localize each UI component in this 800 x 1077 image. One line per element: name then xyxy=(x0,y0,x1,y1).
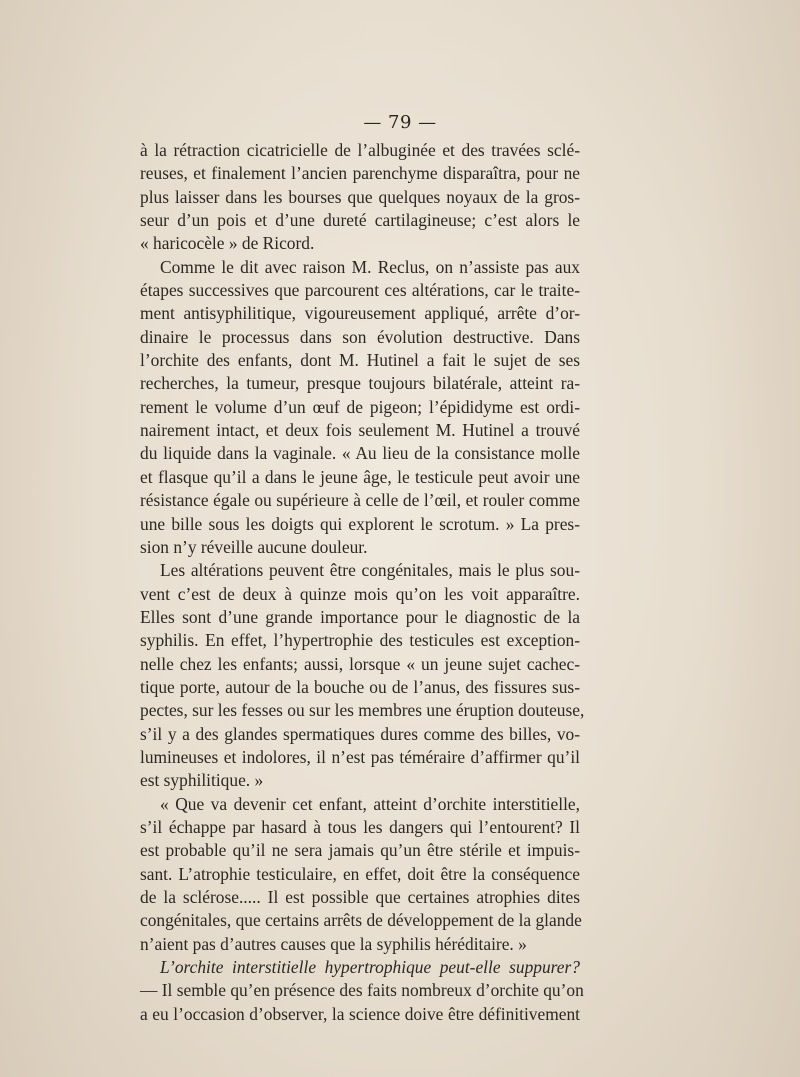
text-line: recherches, la tumeur, presque toujours bilatérale, atteint ra- xyxy=(140,373,580,394)
text-line: s’il y a des glandes spermatiques dures comme des billes, vo- xyxy=(140,723,580,744)
text-line: Comme le dit avec raison M. Reclus, on n’assiste pas aux xyxy=(160,256,580,277)
text-line: l’orchite des enfants, dont M. Hutinel a fait le sujet de ses xyxy=(140,350,580,371)
text-line: plus laisser dans les bourses que quelques noyaux de la gros- xyxy=(140,186,580,207)
text-line: vent c’est de deux à quinze mois qu’on les voit apparaître. xyxy=(140,583,580,604)
text-line: « haricocèle » de Ricord. xyxy=(140,233,315,254)
text-line: n’aient pas d’autres causes que la syphilis héréditaire. » xyxy=(140,933,527,954)
text-line: — Il semble qu’en présence des faits nombreux d’orchite qu’on xyxy=(140,980,584,1001)
text-line: sant. L’atrophie testiculaire, en effet, doit être la conséquence xyxy=(140,863,580,884)
text-line: seur d’un pois et d’une dureté cartilagineuse; c’est alors le xyxy=(140,210,580,231)
italic-heading-line: L’orchite interstitielle hypertrophique peut-elle suppurer? xyxy=(160,957,580,978)
text-line: de la sclérose..... Il est possible que certaines atrophies dites xyxy=(140,887,580,907)
text-line: rement le volume d’un œuf de pigeon; l’épididyme est ordi- xyxy=(140,396,580,417)
text-line: s’il échappe par hasard à tous les dangers qui l’entourent? Il xyxy=(140,816,580,837)
text-line: est probable qu’il ne sera jamais qu’un être stérile et impuis- xyxy=(140,840,580,861)
text-line: Les altérations peuvent être congénitales, mais le plus sou- xyxy=(160,560,580,581)
text-line: a eu l’occasion d’observer, la science doive être définitivement xyxy=(140,1003,580,1024)
text-line: congénitales, que certains arrêts de développement de la glande xyxy=(140,910,582,931)
text-line: nairement intact, et deux fois seulement M. Hutinel a trouvé xyxy=(140,420,580,441)
text-line: lumineuses et indolores, il n’est pas téméraire d’affirmer qu’il xyxy=(140,746,580,767)
text-line: à la rétraction cicatricielle de l’albuginée et des travées sclé- xyxy=(140,140,580,160)
text-line: tique porte, autour de la bouche ou de l’anus, des fissures sus- xyxy=(140,676,580,697)
text-line: et flasque qu’il a dans le jeune âge, le testicule peut avoir une xyxy=(140,466,580,487)
text-line: nelle chez les enfants; aussi, lorsque « un jeune sujet cachec- xyxy=(140,653,580,674)
text-line: du liquide dans la vaginale. « Au lieu de la consistance molle xyxy=(140,443,580,464)
text-line: dinaire le processus dans son évolution destructive. Dans xyxy=(140,326,580,347)
text-line: pectes, sur les fesses ou sur les membres une éruption douteuse, xyxy=(140,700,585,721)
text-line: reuses, et finalement l’ancien parenchyme disparaîtra, pour ne xyxy=(140,163,580,184)
text-line: « Que va devenir cet enfant, atteint d’orchite interstitielle, xyxy=(160,793,580,814)
text-line: étapes successives que parcourent ces altérations, car le traite- xyxy=(140,280,580,301)
body-text xyxy=(140,139,585,1026)
page-number-header: — 79 — xyxy=(363,112,437,133)
text-line: sion n’y réveille aucune douleur. xyxy=(140,536,368,557)
text-line: est syphilitique. » xyxy=(140,770,264,791)
text-line: ment antisyphilitique, vigoureusement appliqué, arrête d’or- xyxy=(140,303,580,324)
text-line: résistance égale ou supérieure à celle de l’œil, et rouler comme xyxy=(140,490,580,511)
text-line: Elles sont d’une grande importance pour le diagnostic de la xyxy=(140,606,580,627)
text-line: une bille sous les doigts qui explorent le scrotum. » La pres- xyxy=(140,513,580,534)
text-line: syphilis. En effet, l’hypertrophie des testicules est exception- xyxy=(140,630,580,651)
